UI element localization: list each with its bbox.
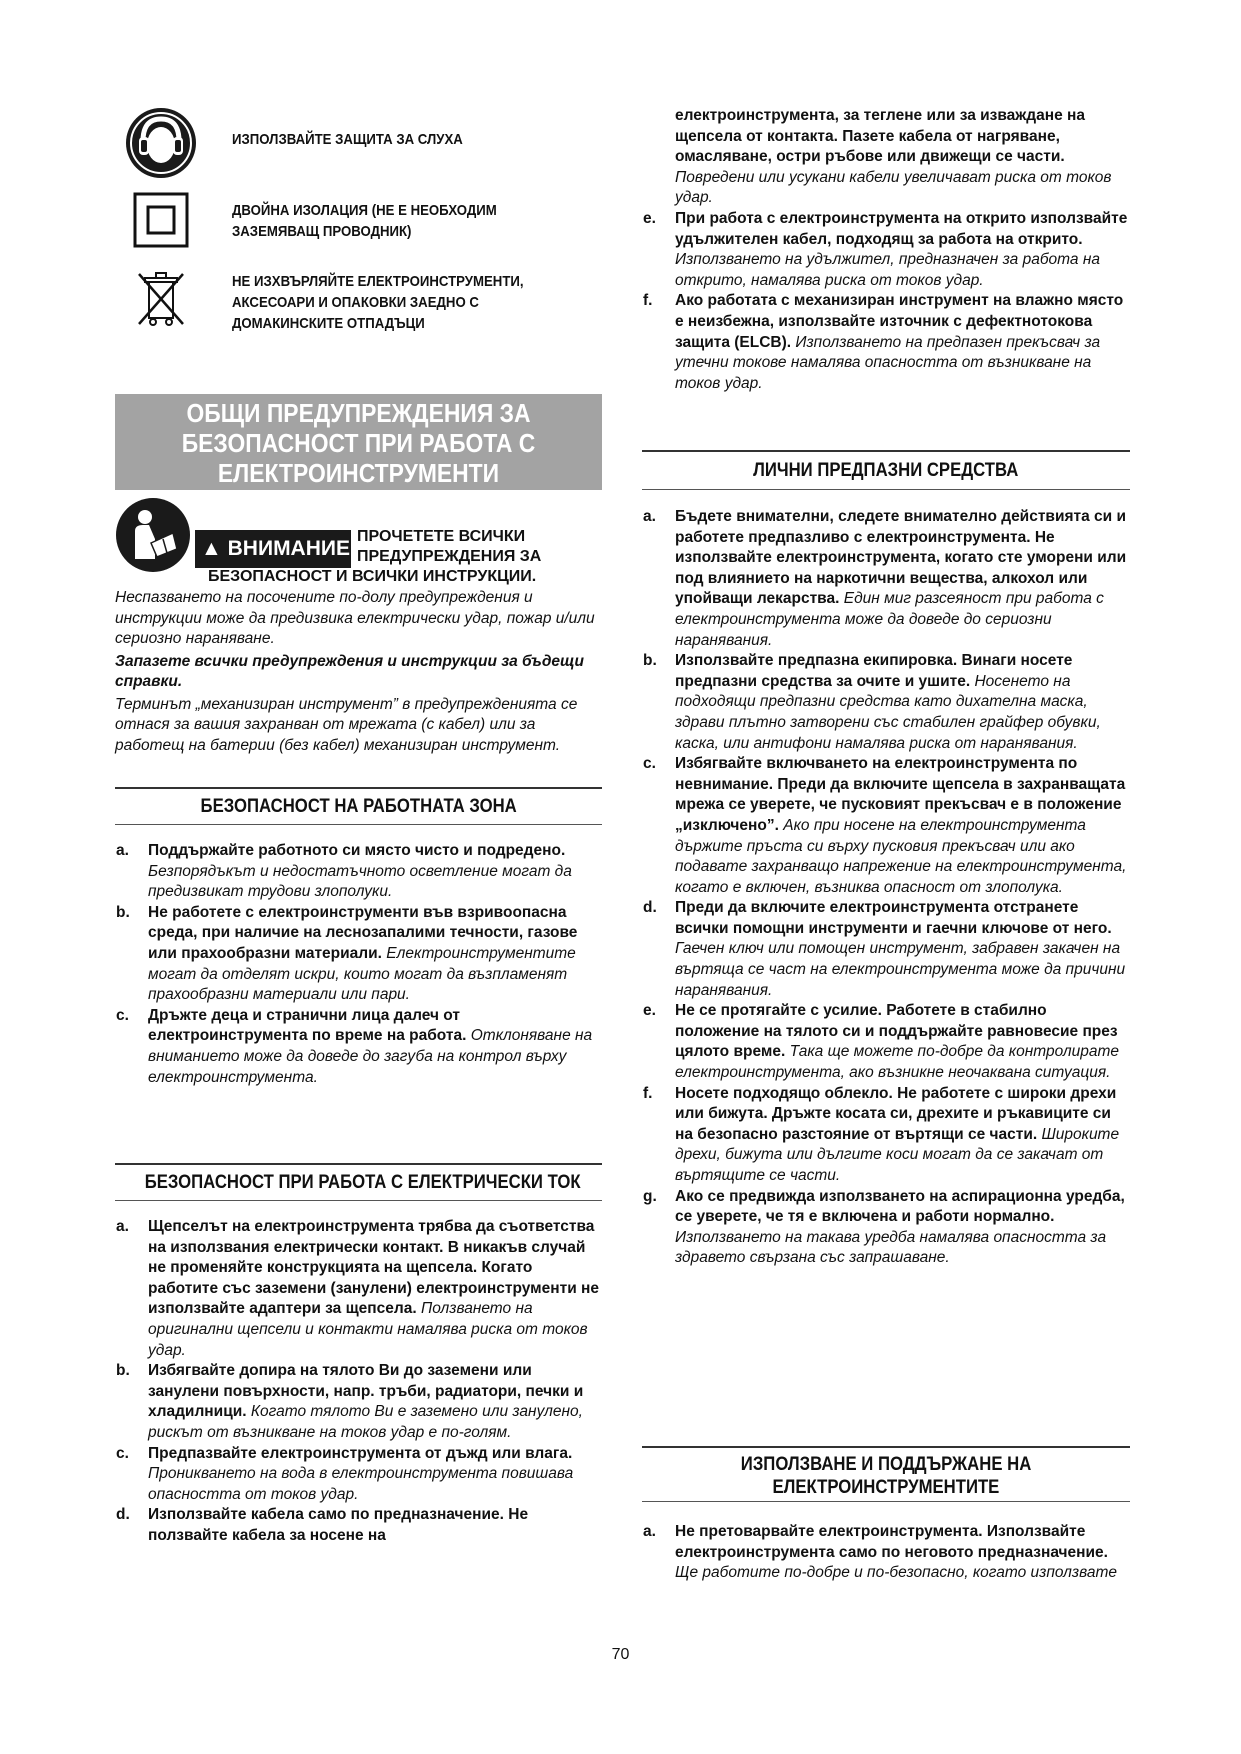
item-letter: e. [643, 209, 656, 227]
section-heading-electrical [115, 1163, 602, 1201]
item-bold-text: Поддържайте работното си място чисто и подредено. [148, 842, 566, 859]
item-italic-text: Гаечен ключ или помощен инструмент, забравен закачен на въртяща се част на електроинструмента може да причини наранявания. [675, 940, 1126, 999]
item-letter: a. [643, 1523, 656, 1540]
intro-paragraph: Неспазването на посочените по-долу предупреждения и инструкции може да предизвика електрически удар, пожар и/или сериозно нараняване. [115, 589, 595, 647]
list-item [115, 1006, 602, 1088]
item-italic-text: Проникването на вода в електроинструмента повишава опасността от токов удар. [148, 1465, 574, 1503]
list-item [115, 1361, 602, 1443]
list-item [115, 903, 602, 1006]
symbol-text-ear-protection: ИЗПОЛЗВАЙТЕ ЗАЩИТА ЗА СЛУХА [232, 131, 463, 148]
symbol-text-line: НЕ ИЗХВЪРЛЯЙТЕ ЕЛЕКТРОИНСТРУМЕНТИ, [232, 273, 524, 290]
list-item-continued [642, 106, 1130, 209]
item-italic-text: Ползването на оригинални щепсели и контакти намалява риска от токов удар. [148, 1300, 588, 1359]
item-letter: c. [643, 755, 656, 773]
item-bold-text: Не работете с електроинструменти във взривоопасна среда, при наличие на леснозапалими течности, газове или прахообразни материали. [148, 903, 578, 962]
warning-badge-label: ВНИМАНИЕ [227, 537, 350, 560]
warning-heading-line: ПРЕДУПРЕЖДЕНИЯ ЗА [357, 548, 542, 565]
symbol-row-ear-protection [115, 105, 602, 180]
item-bold-text: Използвайте предпазна екипировка. Винаги носете предпазни средства за очите и ушите. [675, 652, 1073, 690]
double-insulation-icon [133, 192, 189, 248]
item-bold-text: Щепселът на електроинструмента трябва да съответства на използвания електрически контакт. В никакъв случай не променяйте конструкцията на щепсела. Когато работите със заземени (занулени) електроинструменти не използвайте адаптери за щепсела. [148, 1218, 600, 1318]
item-letter: a. [116, 842, 129, 859]
item-italic-text: Повредени или усукани кабели увеличават риска от токов удар. [675, 168, 1112, 207]
electrical-items [115, 1217, 602, 1547]
item-letter: a. [643, 508, 656, 525]
section-title: ЛИЧНИ ПРЕДПАЗНИ СРЕДСТВА [753, 460, 1019, 481]
item-italic-text: Ще работите по-добре и по-безопасно, когато използвате [675, 1564, 1118, 1582]
list-item [115, 841, 602, 903]
section-title-line: ИЗПОЛЗВАНЕ И ПОДДЪРЖАНЕ НА [740, 1454, 1032, 1475]
warning-heading-line: БЕЗОПАСНОСТ И ВСИЧКИ ИНСТРУКЦИИ. [208, 568, 537, 585]
list-item [642, 209, 1130, 291]
usage-items [642, 1522, 1130, 1584]
section-title: БЕЗОПАСНОСТ НА РАБОТНАТА ЗОНА [200, 796, 517, 817]
item-bold-text: Избягвайте включването на електроинструмента по невнимание. Преди да включите щепсела в захранващата мрежа се уверете, че пусковият прекъсвач е в положение „изключено”. [675, 755, 1126, 834]
item-bold-text: Не претоварвайте електроинструмента. Използвайте електроинструмента само по неговото предназначение. [675, 1523, 1108, 1561]
symbol-row-double-insulation [115, 190, 602, 250]
item-bold-text: Бъдете внимателни, следете внимателно действията си и работете предпазливо с електроинструмента. Не използвайте електроинструмента, когато сте уморени или под влиянието на наркотични вещества, алкохол или упойващи лекарства. [675, 508, 1127, 608]
ear-protection-icon [125, 107, 197, 179]
page-number: 70 [611, 1646, 630, 1663]
work-area-items [115, 841, 602, 1088]
banner-line: ЕЛЕКТРОИНСТРУМЕНТИ [217, 458, 500, 488]
section-heading-usage [642, 1446, 1130, 1502]
intro-text [115, 588, 602, 756]
warning-heading [357, 527, 541, 567]
item-letter: b. [643, 652, 657, 670]
section-heading-personal [642, 450, 1130, 490]
section-heading-work-area [115, 787, 602, 825]
item-italic-text: Използването на такава уредба намалява опасността за здравето свързана със запрашаване. [675, 1228, 1107, 1267]
item-letter: e. [643, 1002, 656, 1020]
read-manual-icon [115, 497, 191, 573]
item-italic-text: Електроинструментите могат да отделят искри, които могат да възпламенят прахообразни материали или пари. [148, 944, 576, 1004]
warning-heading-line: ПРОЧЕТЕТЕ ВСИЧКИ [357, 528, 526, 545]
item-bold-text: Носете подходящо облекло. Не работете с широки дрехи или бижута. Дръжте косата си, дрехите и ръкавиците си на безопасно разстояние от въртящи се части. [675, 1084, 1117, 1143]
item-italic-text: Ако при носене на електроинструмента държите пръста си върху пусковия прекъсвач или ако подавате захранващо напрежение на електроинструмента, когато е включен, възниква опасност от злополука. [675, 816, 1127, 896]
item-bold-text: Използвайте кабела само по предназначение. Не ползвайте кабела за носене на [148, 1506, 529, 1544]
list-item [115, 1217, 602, 1361]
item-bold-text: При работа с електроинструмента на открито използвайте удължителен кабел, подходящ за работа на открито. [675, 209, 1128, 248]
item-letter: f. [643, 1084, 653, 1102]
warning-block [115, 497, 602, 587]
symbol-row-weee [115, 265, 602, 340]
symbol-text-line: ДОМАКИНСКИТЕ ОТПАДЪЦИ [232, 315, 425, 332]
list-item [642, 1084, 1130, 1187]
list-item [642, 291, 1130, 394]
list-item [642, 1522, 1130, 1584]
item-bold-text: Ако се предвижда използването на аспирационна уредба, се уверете, че тя е включена и работи нормално. [675, 1187, 1125, 1226]
list-item [642, 651, 1130, 754]
item-bold-text: Преди да включите електроинструмента отстранете всички помощни инструменти и гаечни ключове от него. [675, 899, 1112, 937]
item-letter: b. [116, 903, 130, 921]
item-italic-text: Широките дрехи, бижута или дългите коси могат да се закачат от въртящите се части. [675, 1125, 1120, 1184]
item-letter: b. [116, 1362, 130, 1380]
symbol-text-line: АКСЕСОАРИ И ОПАКОВКИ ЗАЕДНО С [232, 294, 479, 311]
symbol-text-line: ЗАЗЕМЯВАЩ ПРОВОДНИК) [232, 223, 412, 240]
list-item [642, 754, 1130, 898]
item-bold-text: Предпазвайте електроинструмента от дъжд или влага. [148, 1444, 573, 1462]
personal-items [642, 507, 1130, 1269]
list-item [642, 898, 1130, 1001]
item-letter: d. [116, 1506, 130, 1524]
item-letter: g. [643, 1187, 657, 1205]
item-italic-text: Използването на предпазен прекъсвач за утечни токове намалява опасността от възникване на токов удар. [675, 333, 1101, 392]
general-warnings-banner [115, 394, 602, 490]
crossed-bin-icon [137, 270, 185, 328]
intro-paragraph: Терминът „механизиран инструмент” в предупрежденията се отнася за вашия захранван от мрежата (с кабел) или за работещ на батерии (без кабел) механизиран инструмент. [115, 695, 578, 754]
warning-triangle-icon: ▲ [201, 537, 222, 560]
item-italic-text: Когато тялото Ви е заземено или занулено, рискът от възникване на токов удар е по-голям. [148, 1403, 583, 1441]
symbol-text-line: ДВОЙНА ИЗОЛАЦИЯ (НЕ Е НЕОБХОДИМ [232, 202, 497, 219]
item-letter: f. [643, 292, 653, 310]
banner-line: ОБЩИ ПРЕДУПРЕЖДЕНИЯ ЗА [186, 398, 531, 428]
item-letter: c. [116, 1006, 129, 1024]
list-item [115, 1444, 602, 1506]
section-title-line: ЕЛЕКТРОИНСТРУМЕНТИТЕ [772, 1477, 1000, 1498]
symbol-text-double-insulation [232, 200, 497, 242]
item-italic-text: Носенето на подходящи предпазни средства като дихателна маска, здрави плътно затворени със стабилен грайфер обувки, каска, или антифони намалява риска от наранявания. [675, 672, 1101, 752]
item-italic-text: Отклоняване на вниманието може да доведе до загуба на контрол върху електроинструмента. [148, 1027, 593, 1086]
list-item [642, 507, 1130, 651]
list-item [642, 1001, 1130, 1083]
item-bold-text: Дръжте деца и странични лица далеч от електроинструмента по време на работа. [148, 1006, 467, 1045]
electrical-items-continued [642, 106, 1130, 394]
intro-paragraph-bold: Запазете всички предупреждения и инструкции за бъдещи справки. [115, 652, 584, 690]
list-item [115, 1505, 602, 1546]
banner-line: БЕЗОПАСНОСТ ПРИ РАБОТА С [181, 428, 536, 458]
list-item [642, 1187, 1130, 1269]
item-letter: d. [643, 899, 657, 917]
item-italic-text: Използването на удължител, предназначен за работа на открито, намалява риска от токов удар. [675, 251, 1100, 289]
item-bold-text: Не се протягайте с усилие. Работете в стабилно положение на тялото си и поддържайте равновесие през цялото време. [675, 1002, 1118, 1061]
item-bold-text: Избягвайте допира на тялото Ви до заземени или занулени повърхности, напр. тръби, радиатори, печки и хладилници. [148, 1362, 584, 1421]
item-italic-text: Един миг разсеяност при работа с електроинструмента може да доведе до сериозни наранявания. [675, 590, 1104, 649]
warning-badge [195, 530, 351, 568]
section-title: БЕЗОПАСНОСТ ПРИ РАБОТА С ЕЛЕКТРИЧЕСКИ ТОК [144, 1172, 581, 1193]
item-italic-text: Така ще можете по-добре да контролирате електроинструмента, ако възникне неочаквана ситуация. [675, 1043, 1120, 1082]
symbol-text-weee [232, 271, 524, 334]
item-letter: c. [116, 1444, 129, 1462]
item-letter: a. [116, 1218, 129, 1235]
item-bold-text: електроинструмента, за теглене или за изваждане на щепсела от контакта. Пазете кабела от нагряване, омасляване, остри ръбове или движещи се части. [675, 107, 1086, 166]
item-bold-text: Ако работата с механизиран инструмент на влажно място е неизбежна, използвайте източник с дефектнотокова защита (ELCB). [675, 292, 1124, 351]
item-italic-text: Безпорядъкът и недостатъчното осветление могат да предизвикат трудови злополуки. [148, 862, 572, 901]
